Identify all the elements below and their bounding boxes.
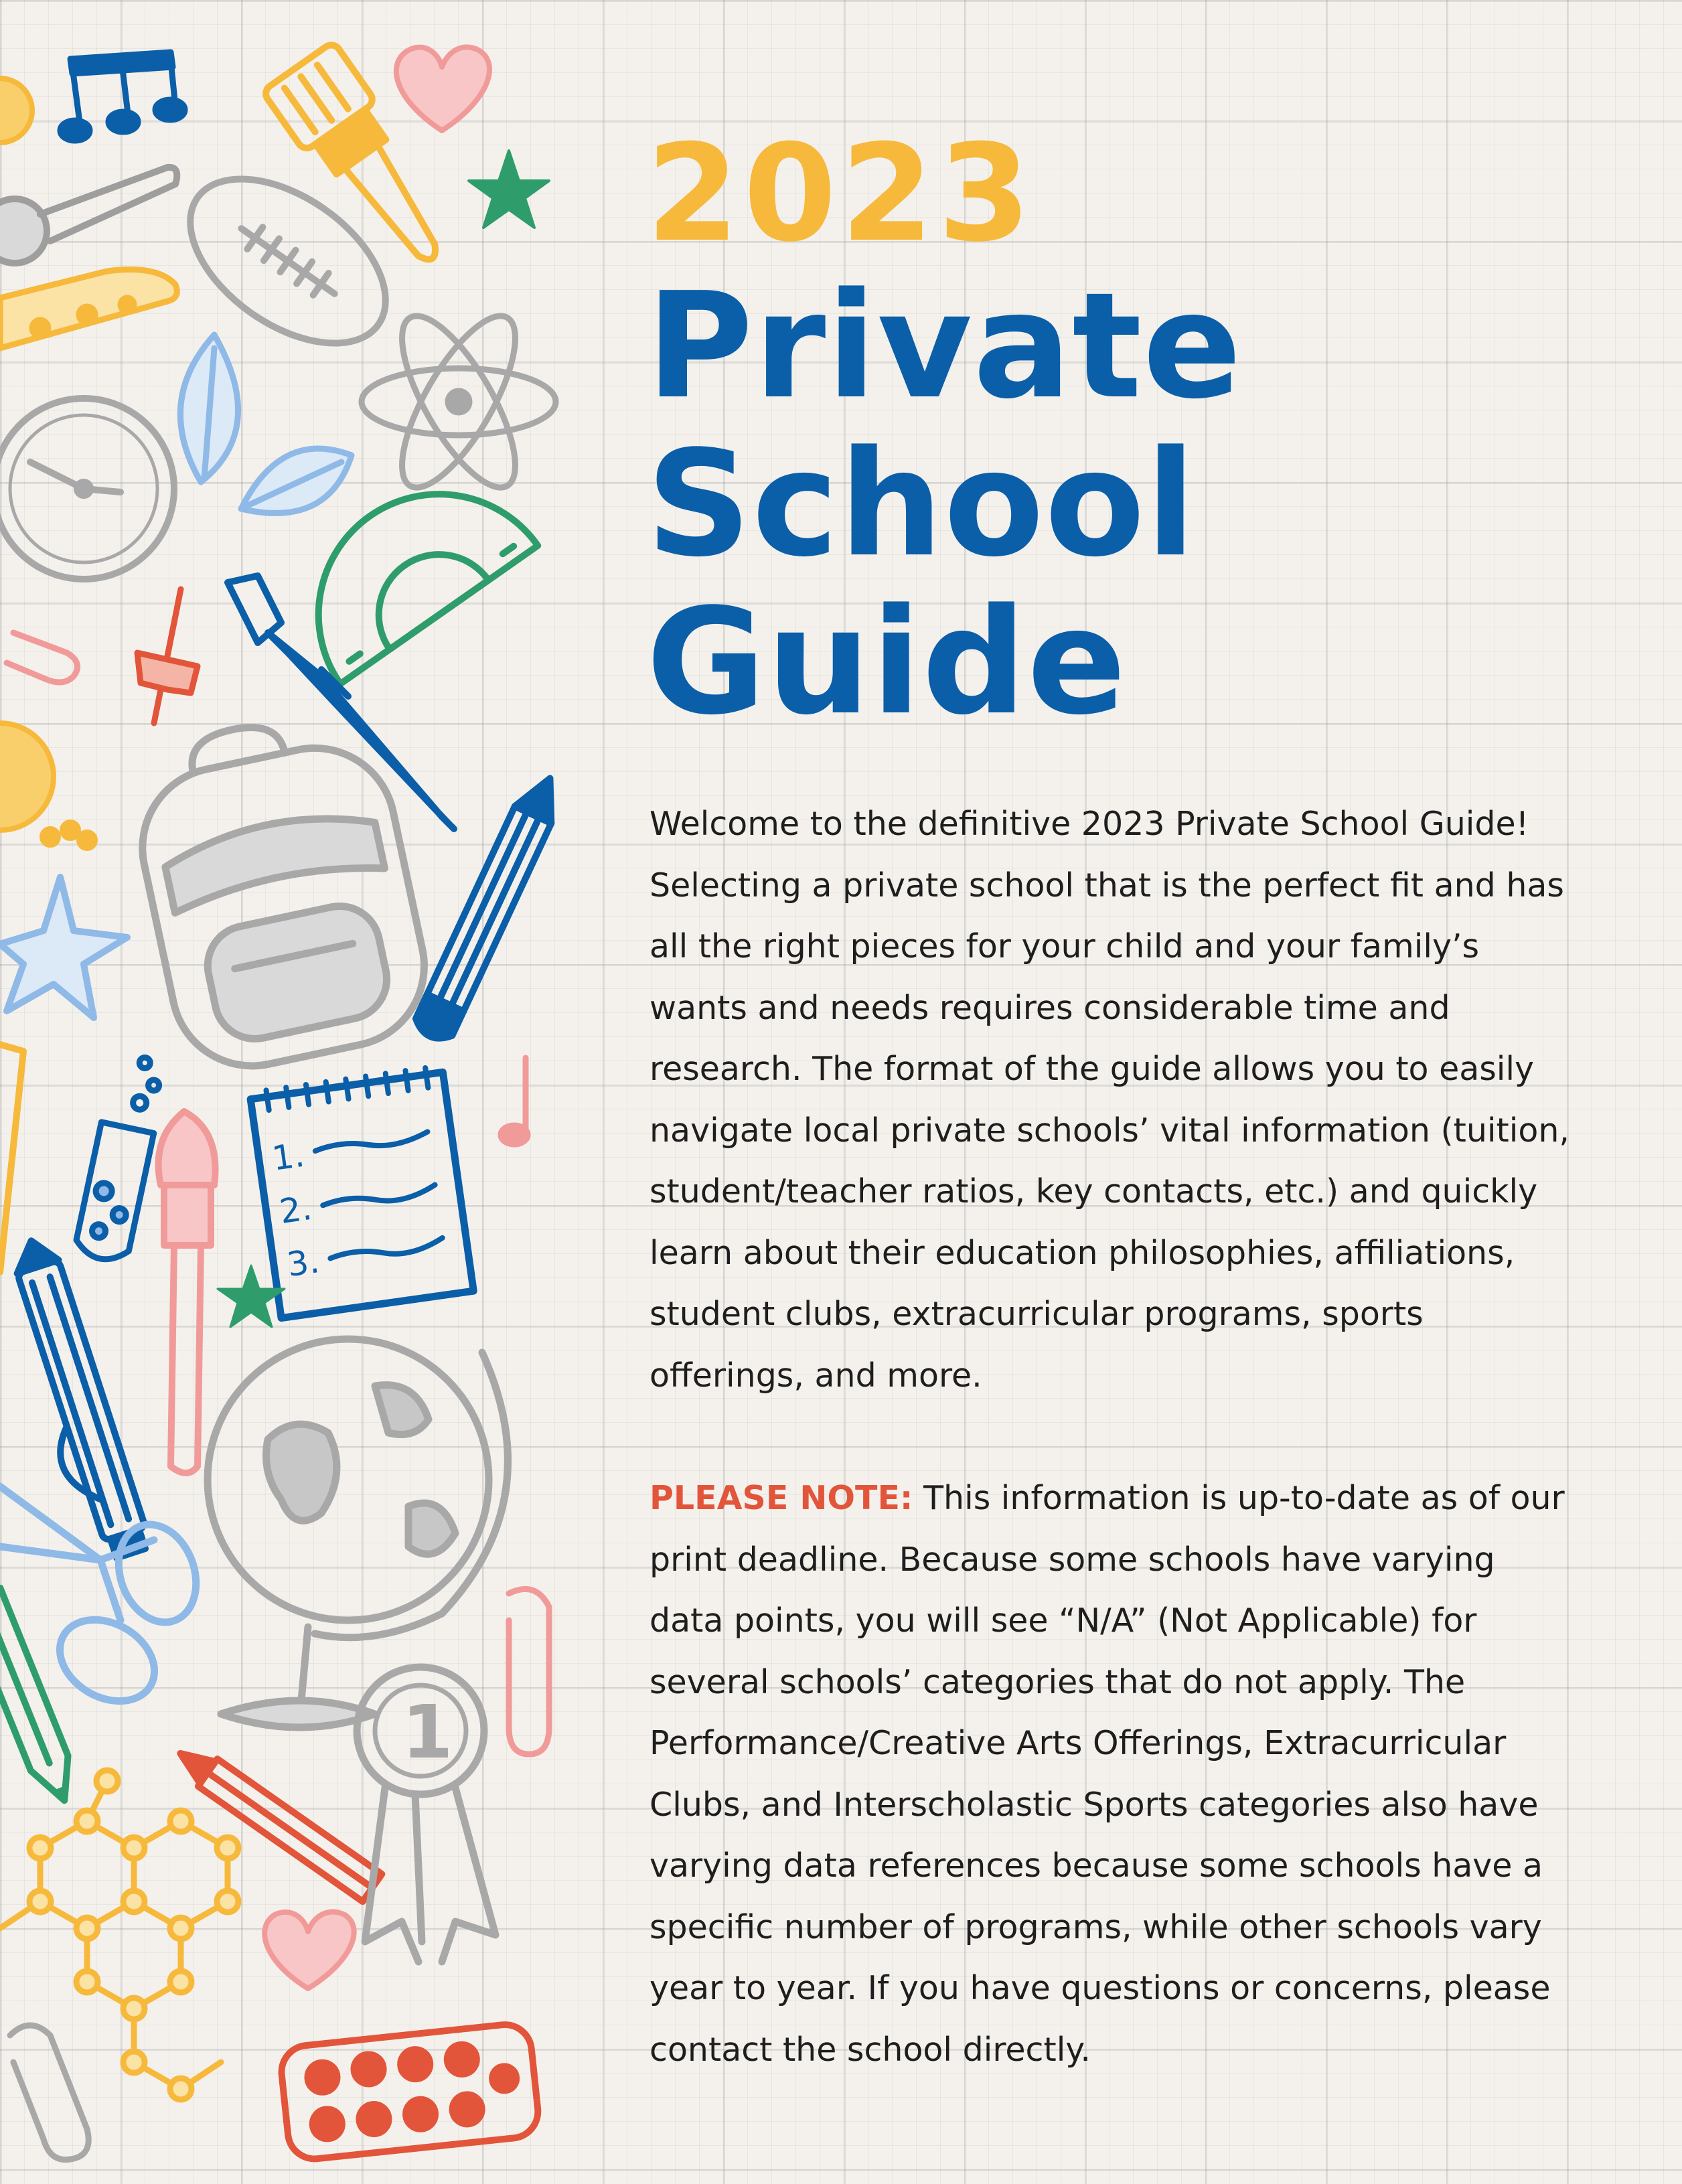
atom-icon: [362, 301, 556, 502]
medal-icon: [357, 1667, 495, 1962]
pizza-slice-icon: [0, 270, 177, 349]
paperclip-icon: [10, 2025, 88, 2160]
football-icon: [161, 146, 414, 377]
note-label: PLEASE NOTE:: [649, 1479, 913, 1517]
test-tube-icon: [74, 1051, 169, 1264]
scissors-icon: [0, 1486, 209, 1717]
intro-paragraph: Welcome to the definitive 2023 Private School Guide! Selecting a private school that is the perfect fit and has all the right pieces for your child and your family’s wants and needs requires considerable time and research. The format of the guide allows you to easily navigate local private schools’ vital information (tuition, student/teacher ratios, key contacts, etc.) and quickly learn about their education philosophies, affiliations, student clubs, extracurricular programs, sports offerings, and more.: [649, 805, 1570, 1395]
checklist-item-1: 1.: [269, 1135, 307, 1178]
paragraph-spacer: [649, 1406, 1574, 1468]
star-icon: [0, 877, 127, 1018]
ruler-icon: [0, 1044, 23, 1272]
pencil-icon: [0, 1585, 83, 1808]
paperclip-icon: [509, 1589, 549, 1754]
pencil-icon: [171, 1739, 382, 1901]
pen-icon: [0, 1235, 152, 1565]
medal-number: 1: [402, 1689, 453, 1775]
heart-icon: [264, 1912, 354, 1988]
title-line-2: School: [646, 420, 1197, 589]
leaf-icon: [180, 335, 352, 513]
circle-doodle: [0, 723, 95, 848]
checklist-icon: [250, 1065, 473, 1318]
pen-nib-icon: [228, 576, 454, 829]
magnifier-icon: [0, 167, 177, 263]
clock-icon: [0, 398, 174, 579]
checklist-item-2: 2.: [277, 1188, 315, 1231]
pushpin-icon: [137, 589, 198, 723]
title-block: [646, 116, 1617, 747]
checklist-item-3: 3.: [285, 1241, 322, 1285]
globe-icon: [208, 1339, 508, 1727]
paperclip-icon: [7, 633, 78, 682]
heart-icon: [396, 47, 489, 131]
music-notes-icon: [60, 52, 185, 141]
circle-doodle: [0, 78, 32, 143]
paintbrush-icon: [159, 1111, 216, 1473]
paint-palette-icon: [279, 2022, 541, 2161]
note-text: This information is up-to-date as of our print deadline. Because some schools have varying data points, you will see “N/A” (Not Applicable) for several schools’ categories that do not apply. The Performance/Creative Arts Offerings, Extracurricular Clubs, and Interscholastic Sports categories also have varying data references because some schools have a specific number of programs, while other schools vary year to year. If you have questions or concerns, please contact the school directly.: [649, 1479, 1565, 2069]
body-text: [649, 793, 1574, 2080]
star-icon: [469, 151, 549, 228]
guide-year: 2023: [646, 116, 1035, 272]
note-paragraph: [649, 1468, 1574, 2080]
title-line-3: Guide: [646, 578, 1127, 747]
molecule-icon: [0, 1770, 238, 2100]
school-doodle-illustration: [0, 0, 589, 2184]
music-note-icon: [501, 1058, 528, 1144]
title-line-1: Private: [646, 262, 1243, 431]
